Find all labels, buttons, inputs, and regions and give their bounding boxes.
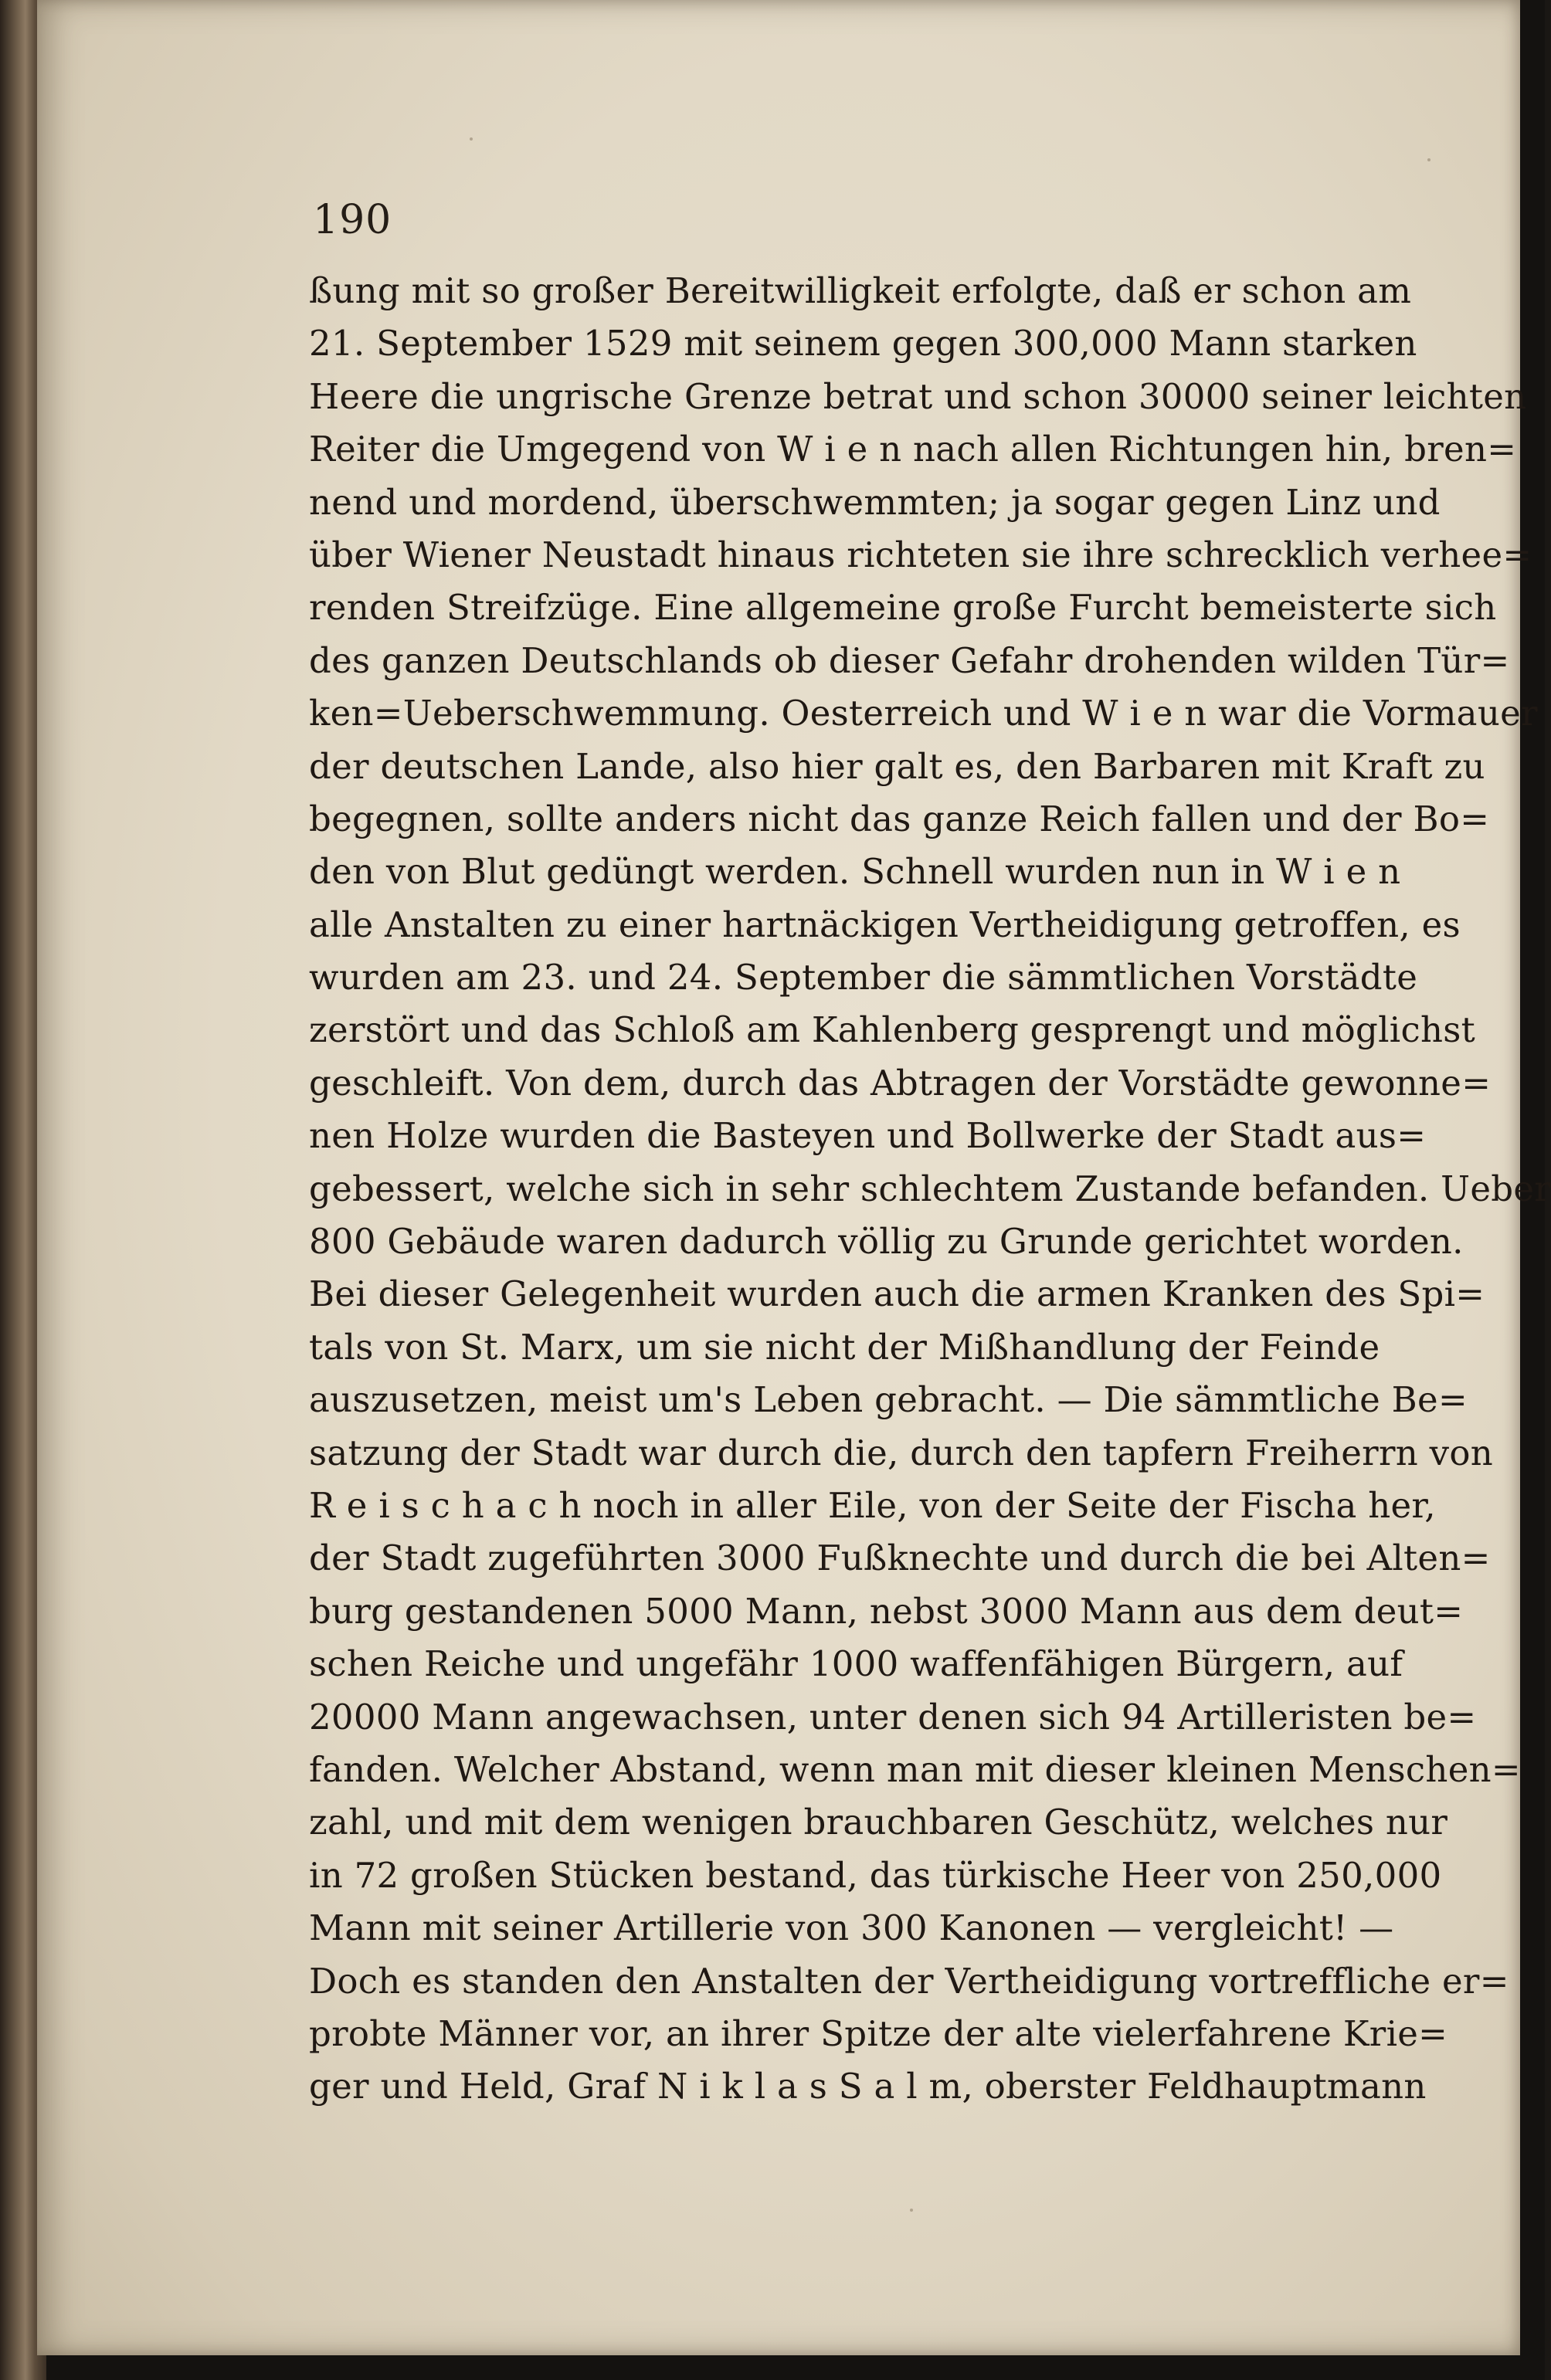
text-line: tals von St. Marx, um sie nicht der Mißhandlung der Feinde (309, 1326, 1380, 1368)
text-line: über Wiener Neustadt hinaus richteten sie ihre schrecklich verhee= (309, 534, 1532, 575)
text-line: Bei dieser Gelegenheit wurden auch die armen Kranken des Spi= (309, 1273, 1485, 1315)
text-line: probte Männer vor, an ihrer Spitze der alte vielerfahrene Krie= (309, 2012, 1448, 2054)
text-line: der deutschen Lande, also hier galt es, den Barbaren mit Kraft zu (309, 745, 1485, 787)
text-line: 21. September 1529 mit seinem gegen 300,000 Mann starken (309, 323, 1417, 364)
text-line: des ganzen Deutschlands ob dieser Gefahr drohenden wilden Tür= (309, 639, 1510, 681)
text-line: renden Streifzüge. Eine allgemeine große Furcht bemeisterte sich (309, 587, 1497, 629)
text-line: der Stadt zugeführten 3000 Fußknechte und durch die bei Alten= (309, 1538, 1491, 1579)
page-number: 190 (313, 197, 392, 243)
text-line: burg gestandenen 5000 Mann, nebst 3000 Mann aus dem deut= (309, 1590, 1464, 1632)
text-line: Reiter die Umgegend von W i e n nach allen Richtungen hin, bren= (309, 429, 1517, 470)
text-line: in 72 großen Stücken bestand, das türkische Heer von 250,000 (309, 1854, 1442, 1896)
text-line: auszusetzen, meist um's Leben gebracht. — Die sämmtliche Be= (309, 1379, 1468, 1421)
text-line: geschleift. Von dem, durch das Abtragen der Vorstädte gewonne= (309, 1062, 1492, 1104)
text-line: 20000 Mann angewachsen, unter denen sich 94 Artilleristen be= (309, 1696, 1477, 1738)
paper-speck (470, 137, 473, 141)
paper-speck (910, 2209, 913, 2212)
text-line: ßung mit so großer Bereitwilligkeit erfolgte, daß er schon am (309, 270, 1412, 311)
text-line: nen Holze wurden die Basteyen und Bollwerke der Stadt aus= (309, 1115, 1427, 1157)
body-text (309, 265, 1551, 2114)
text-line: R e i s c h a c h noch in aller Eile, von der Seite der Fischa her, (309, 1484, 1436, 1526)
text-line: den von Blut gedüngt werden. Schnell wurden nun in W i e n (309, 851, 1401, 893)
text-line: 800 Gebäude waren dadurch völlig zu Grunde gerichtet worden. (309, 1221, 1464, 1263)
text-line: satzung der Stadt war durch die, durch den tapfern Freiherrn von (309, 1432, 1494, 1473)
text-line: alle Anstalten zu einer hartnäckigen Vertheidigung getroffen, es (309, 904, 1461, 945)
text-line: Doch es standen den Anstalten der Vertheidigung vortreffliche er= (309, 1960, 1509, 2002)
text-line: fanden. Welcher Abstand, wenn man mit dieser kleinen Menschen= (309, 1748, 1521, 1790)
text-line: Mann mit seiner Artillerie von 300 Kanonen — vergleicht! — (309, 1907, 1394, 1949)
text-line: Heere die ungrische Grenze betrat und schon 30000 seiner leichten (309, 375, 1527, 417)
text-line: wurden am 23. und 24. September die sämmtlichen Vorstädte (309, 957, 1418, 998)
text-line: zerstört und das Schloß am Kahlenberg gesprengt und möglichst (309, 1009, 1476, 1051)
paper-speck (1427, 158, 1431, 161)
text-line: gebessert, welche sich in sehr schlechtem Zustande befanden. Ueber (309, 1168, 1551, 1209)
text-line: schen Reiche und ungefähr 1000 waffenfähigen Bürgern, auf (309, 1643, 1403, 1685)
text-line: ger und Held, Graf N i k l a s S a l m, oberster Feldhauptmann (309, 2066, 1427, 2107)
text-line: nend und mordend, überschwemmten; ja sogar gegen Linz und (309, 481, 1441, 523)
text-line: zahl, und mit dem wenigen brauchbaren Geschütz, welches nur (309, 1802, 1448, 1843)
text-line: ken=Ueberschwemmung. Oesterreich und W i e n war die Vormauer (309, 693, 1538, 734)
text-line: begegnen, sollte anders nicht das ganze Reich fallen und der Bo= (309, 798, 1490, 839)
